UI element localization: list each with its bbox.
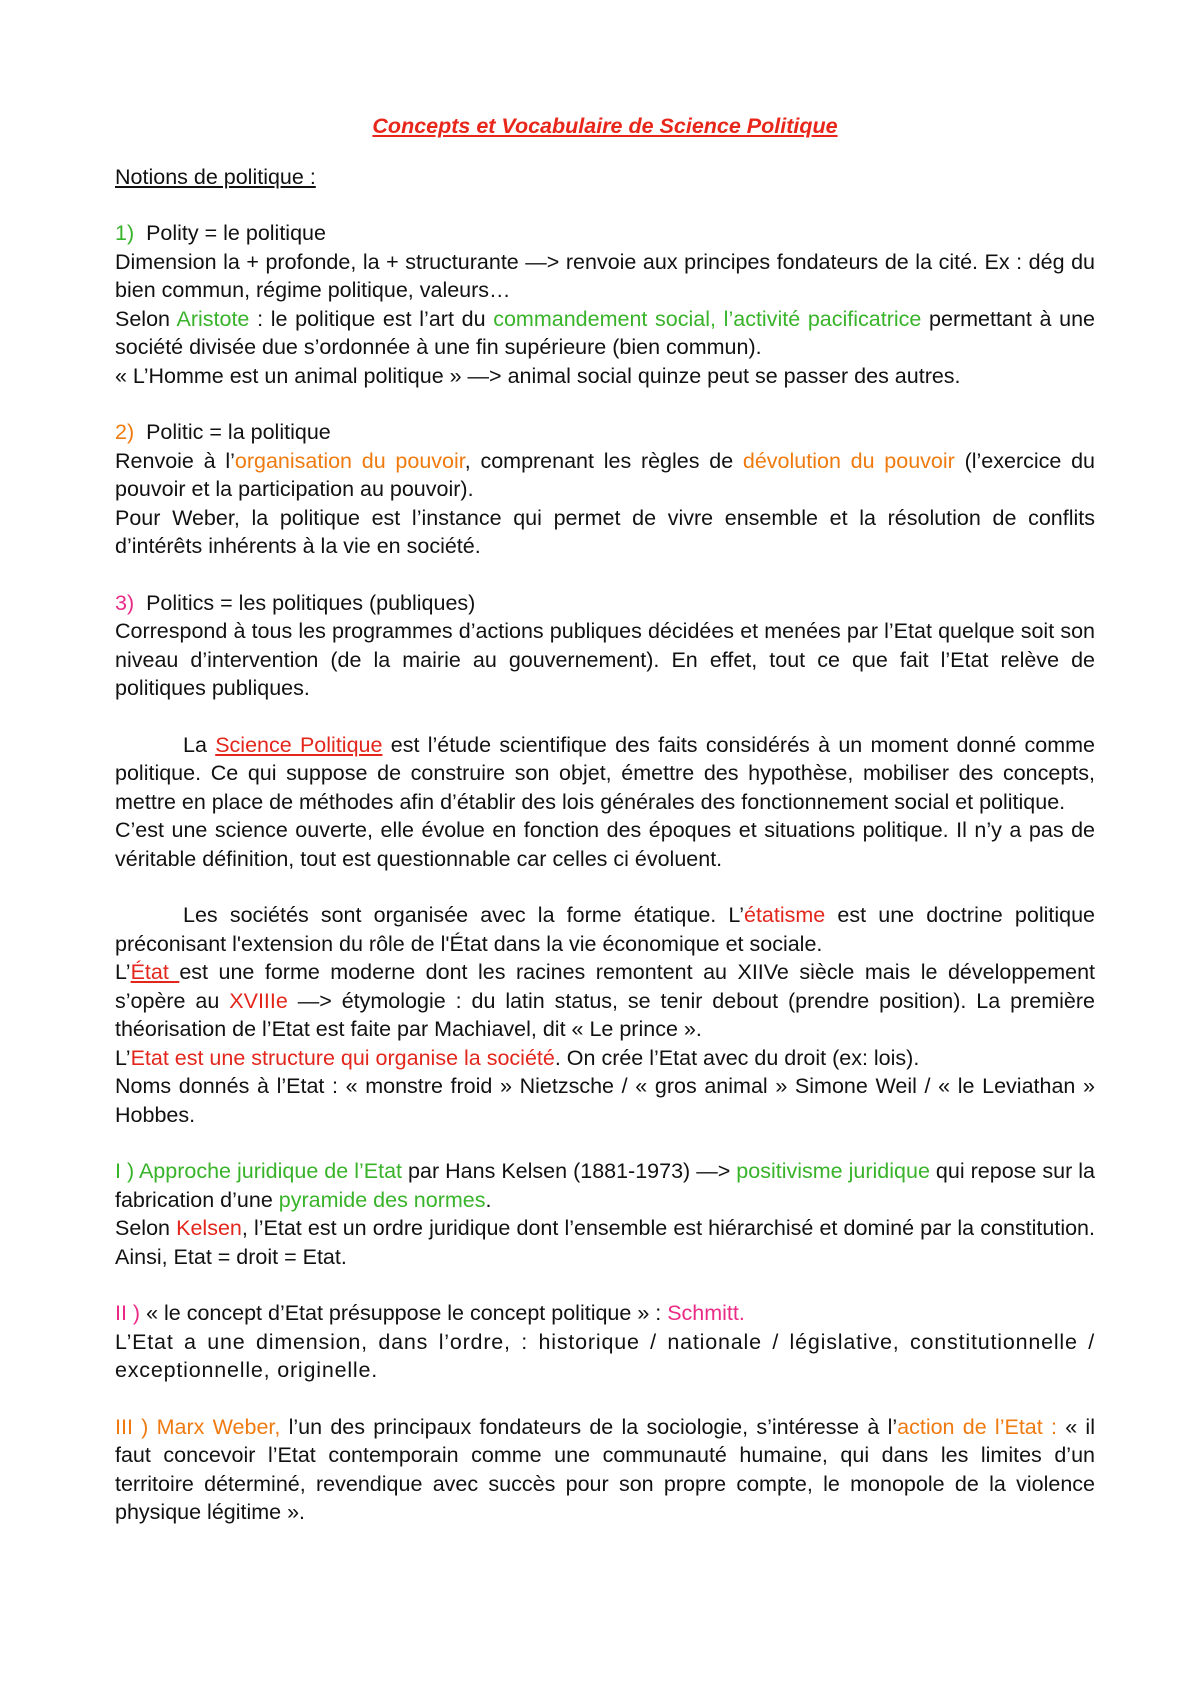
etat-highlight: État <box>130 960 180 984</box>
text-run: Les sociétés sont organisée avec la forme étatique. L’ <box>183 903 744 927</box>
positivisme-highlight: positivisme juridique <box>736 1159 930 1183</box>
text-run: L’ <box>115 960 131 984</box>
etatisme-highlight: étatisme <box>743 903 826 927</box>
weber-heading: III ) Marx Weber, <box>115 1414 281 1439</box>
text-run: est une doctrine politique préconisant l'extension du rôle de l'État dans la vie économique et sociale. <box>115 903 1095 956</box>
text-run: , comprenant les règles de <box>464 448 743 473</box>
polity-paragraph-3: « L’Homme est un animal politique » —> animal social quinze peut se passer des autres. <box>115 363 961 388</box>
text-run: . On crée l’Etat avec du droit (ex: lois). <box>554 1045 920 1070</box>
politic-paragraph-2: Pour Weber, la politique est l’instance qui permet de vivre ensemble et la résolution de conflits d’intérêts inhérents à la vie en société. <box>115 505 1095 558</box>
pyramide-highlight: pyramide des normes <box>278 1187 486 1212</box>
science-politique-highlight: Science Politique <box>215 732 383 757</box>
document-title: Concepts et Vocabulaire de Science Politique <box>372 114 838 138</box>
weber-paragraph <box>115 1413 1095 1527</box>
politic-heading <box>115 418 1095 447</box>
text-run: « il faut concevoir l’Etat contemporain comme une communauté humaine, qui dans les limites d’un territoire déterminé, revendique avec succès pour son propre compte, le monopole de la violence physique légitime ». <box>115 1414 1095 1524</box>
kelsen-ordre-paragraph <box>115 1214 1095 1271</box>
etat-structure-highlight: Etat est une structure qui organise la société <box>130 1045 555 1070</box>
text-run: La <box>183 732 216 757</box>
polity-number: 1) <box>115 221 135 245</box>
schmitt-paragraph: L’Etat a une dimension, dans l’ordre, : historique / nationale / législative, constitutionnelle / exceptionnelle, originelle. <box>115 1329 1095 1382</box>
schmitt-heading <box>115 1299 1095 1328</box>
text-run: « le concept d’Etat présuppose le concept politique » : <box>140 1301 668 1325</box>
text-run: Renvoie à l’ <box>115 448 235 473</box>
text-run: est une forme moderne dont les racines remontent au XIIVe siècle mais le développement s’opère au <box>115 960 1095 1013</box>
approche-juridique-heading: I ) Approche juridique de l’Etat <box>115 1159 403 1183</box>
text-run: . <box>485 1187 492 1212</box>
document-page <box>115 112 1095 1527</box>
kelsen-paragraph <box>115 1157 1095 1214</box>
text-run: qui repose sur la fabrication d’une <box>115 1159 1095 1212</box>
polity-paragraph-2 <box>115 305 1095 362</box>
etat-structure-paragraph <box>115 1044 1095 1073</box>
text-run: , l’Etat est un ordre juridique dont l’ensemble est hiérarchisé et dominé par la constitution. Ainsi, Etat = droit = Etat. <box>115 1216 1095 1269</box>
section-ii-number: II ) <box>115 1301 141 1325</box>
kelsen-highlight: Kelsen <box>176 1216 242 1240</box>
action-etat-highlight: action de l’Etat : <box>897 1414 1057 1439</box>
xviiie-highlight: XVIIIe <box>229 988 288 1013</box>
text-run: (l’exercice du pouvoir et la participation au pouvoir). <box>115 448 1095 501</box>
etat-names-paragraph: Noms donnés à l’Etat : « monstre froid » Nietzsche / « gros animal » Simone Weil / « le Leviathan » Hobbes. <box>115 1074 1095 1127</box>
politic-paragraph-1 <box>115 447 1095 504</box>
politics-heading-text: Politics = les politiques (publiques) <box>146 590 476 615</box>
polity-heading <box>115 219 1095 248</box>
polity-heading-text: Polity = le politique <box>146 221 326 245</box>
text-run: permettant à une société divisée due s’ordonnée à une fin supérieure (bien commun). <box>115 306 1096 359</box>
text-run: : le politique est l’art du <box>249 306 494 331</box>
devolution-highlight: dévolution du pouvoir <box>742 448 955 473</box>
science-ouverte-paragraph: C’est une science ouverte, elle évolue en fonction des époques et situations politique. Il n’y a pas de véritable définition, tout est questionnable car celles ci évoluent. <box>115 818 1095 871</box>
politics-number: 3) <box>115 590 135 615</box>
text-run: Selon <box>115 306 177 331</box>
polity-paragraph-1: Dimension la + profonde, la + structurante —> renvoie aux principes fondateurs de la cité. Ex : dég du bien commun, régime politique, valeurs… <box>115 249 1095 302</box>
etat-definition-paragraph <box>115 958 1095 1044</box>
commandement-highlight: commandement social, l’activité pacificatrice <box>493 306 922 331</box>
politics-heading <box>115 589 1095 618</box>
text-run: Selon <box>115 1216 177 1240</box>
aristote-highlight: Aristote <box>176 306 250 331</box>
politics-paragraph-1: Correspond à tous les programmes d’actions publiques décidées et menées par l’Etat quelque soit son niveau d’intervention (de la mairie au gouvernement). En effet, tout ce que fait l’Etat relève de politiques publiques. <box>115 619 1095 700</box>
politic-heading-text: Politic = la politique <box>146 420 331 444</box>
section-subtitle: Notions de politique : <box>115 164 316 189</box>
organisation-highlight: organisation du pouvoir <box>234 448 465 473</box>
text-run: L’ <box>115 1045 131 1070</box>
text-run: est l’étude scientifique des faits considérés à un moment donné comme politique. Ce qui suppose de construire son objet, émettre des hypothèse, mobiliser des concepts, mettre en place de méthodes afin d’établir des lois générales des fonctionnement social et politique. <box>115 732 1096 814</box>
text-run: l’un des principaux fondateurs de la sociologie, s’intéresse à l’ <box>280 1414 898 1439</box>
etatisme-paragraph <box>115 901 1095 958</box>
text-run: —> étymologie : du latin status, se tenir debout (prendre position). La première théorisation de l’Etat est faite par Machiavel, dit « Le prince ». <box>115 988 1095 1041</box>
text-run: par Hans Kelsen (1881-1973) —> <box>402 1159 737 1183</box>
politic-number: 2) <box>115 420 135 444</box>
science-politique-paragraph <box>115 731 1095 817</box>
schmitt-highlight: Schmitt. <box>667 1301 745 1325</box>
